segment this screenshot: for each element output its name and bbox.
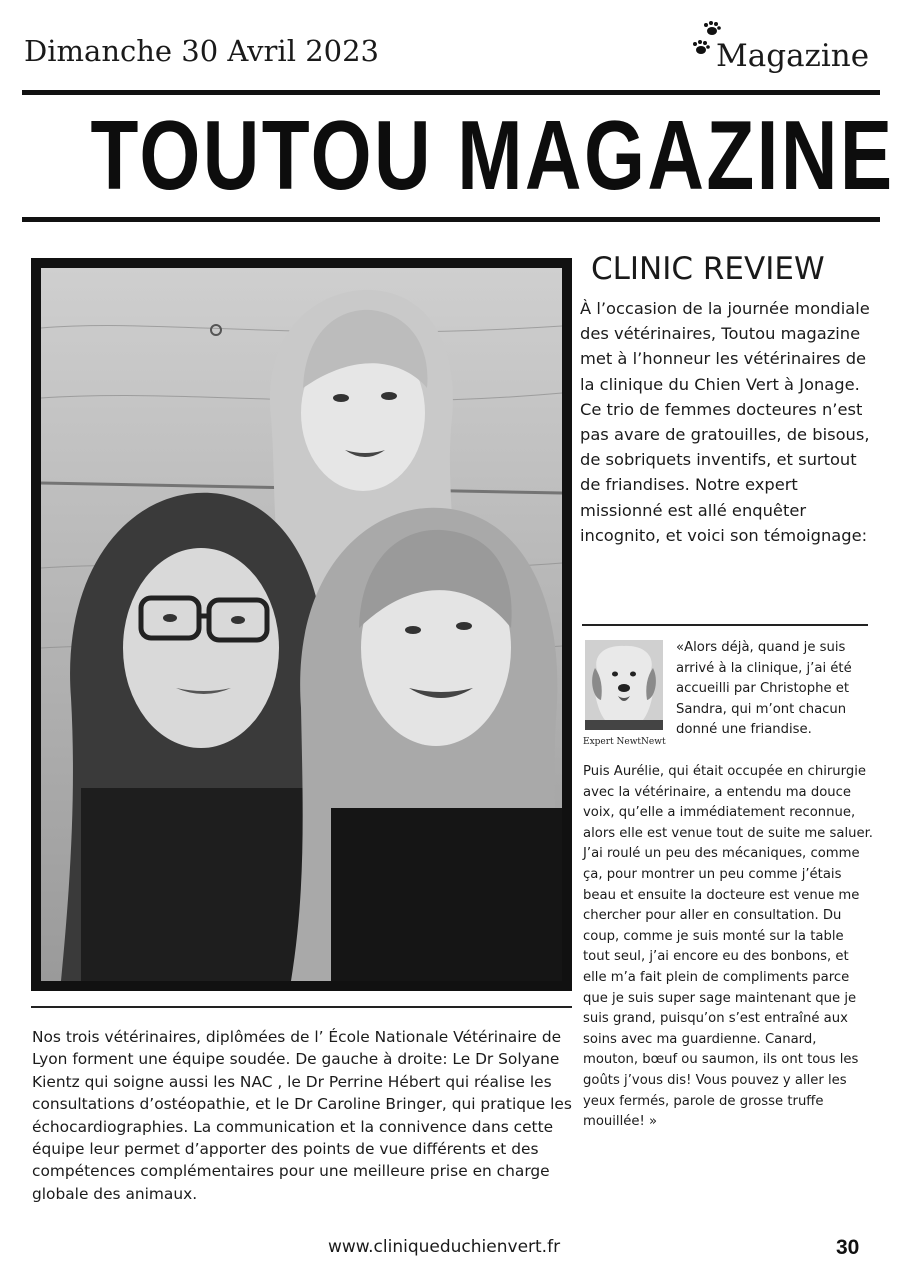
veterinarians-photo: [41, 268, 562, 981]
veterinarians-illustration: [41, 268, 562, 981]
photo-caption: Nos trois vétérinaires, diplômées de l’ École Nationale Vétérinaire de Lyon forment une équipe soudée. De gauche à droite: Le Dr Solyane Kientz qui soigne aussi les NAC , le Dr Perrine Hébert qui réalise les consultations d’ostéopathie, et le Dr Caroline Bringer, qui pratique les échocardiographies. La communication et la connivence dans cette équipe leur permet d’apporter des points de vue différents et des compétences complémentaires pour une meilleure prise en charge globale des animaux.: [32, 1028, 572, 1203]
review-divider: [582, 624, 868, 626]
review-intro: À l’occasion de la journée mondiale des vétérinaires, Toutou magazine met à l’honneur les vétérinaires de la clinique du Chien Vert à Jonage. Ce trio de femmes docteures n’est pas avare de gratouilles, de bisous, de sobriquets inventifs, et surtout de friandises. Notre expert missionné est allé enquêter incognito, et voici son témoignage:: [580, 299, 870, 545]
expert-quote-part1: «Alors déjà, quand je suis arrivé à la clinique, j’ai été accueilli par Christophe et Sandra, qui m’ont chacun donné une friandise.: [676, 640, 852, 737]
masthead-divider: [22, 217, 880, 222]
photo-divider: [31, 1006, 572, 1008]
masthead-title: TOUTOU MAGAZINE: [90, 100, 895, 210]
dog-illustration: [585, 640, 663, 730]
top-divider: [22, 90, 880, 95]
expert-dog-photo: [585, 640, 663, 730]
section-title: CLINIC REVIEW: [591, 251, 825, 287]
expert-quote-part2: Puis Aurélie, qui était occupée en chirurgie avec la vétérinaire, a entendu ma douce voix, qu’elle a immédiatement reconnue, alors elle est venue tout de suite me saluer. J’ai roulé un peu des mécaniques, comme ça, pour montrer un peu comme j’étais beau et ensuite la docteure est venue me chercher pour aller en consultation. Du coup, comme je suis monté sur la table tout seul, j’ai encore eu des bonbons, et elle m’a fait plein de compliments parce que je suis super sage maintenant que je suis grand, puisqu’on s’est entraîné aux soins avec ma guardienne. Canard, mouton, bœuf ou saumon, ils ont tous les goûts j’vous dis! Vous pouvez y aller les yeux fermés, parole de grosse truffe mouillée! »: [583, 764, 873, 1130]
magazine-label: Magazine: [716, 38, 870, 74]
footer-url[interactable]: www.cliniqueduchienvert.fr: [328, 1237, 561, 1257]
expert-caption: Expert NewtNewt: [583, 737, 666, 747]
issue-date: Dimanche 30 Avril 2023: [24, 34, 379, 68]
page-number: 30: [836, 1236, 860, 1259]
